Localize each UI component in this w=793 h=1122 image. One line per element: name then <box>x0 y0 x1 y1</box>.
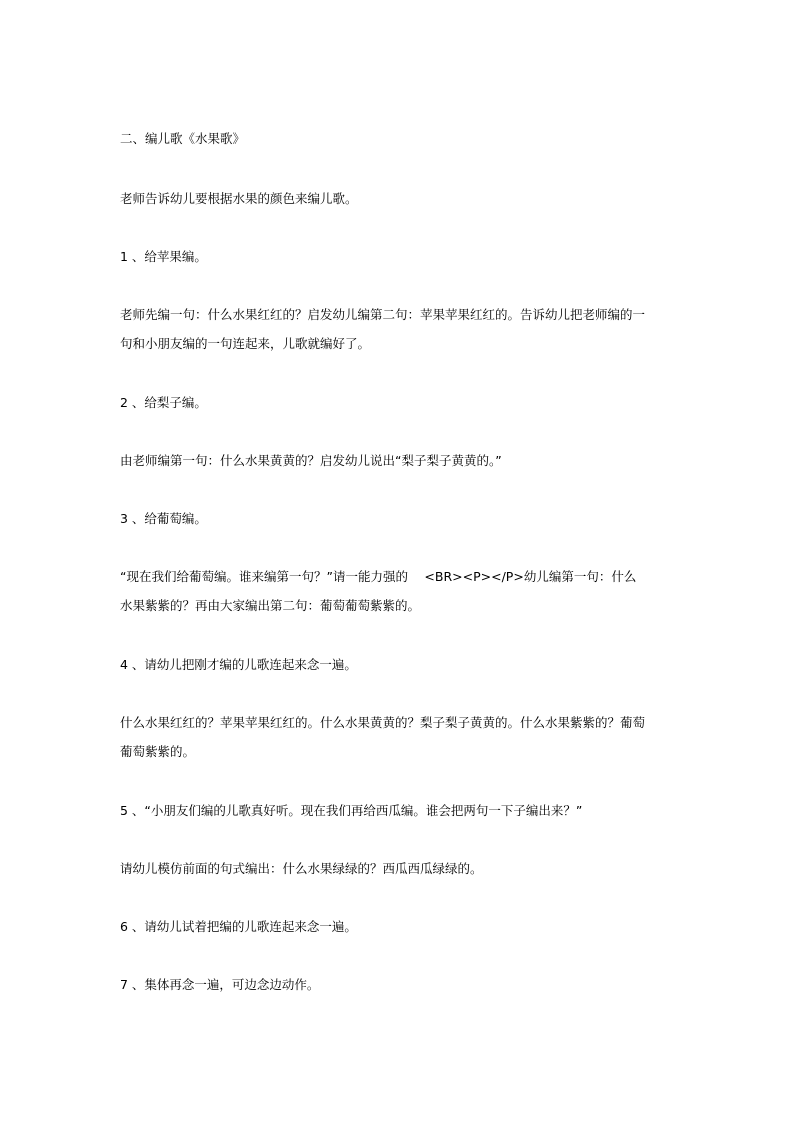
step-1-line-1: 老师先编一句：什么水果红红的？启发幼儿编第二句：苹果苹果红红的。告诉幼儿把老师编的一 <box>120 307 646 322</box>
step-4-line-2: 葡萄紫紫的。 <box>120 744 196 759</box>
step-6-title: 6 、请幼儿试着把编的儿歌连起来念一遍。 <box>120 919 357 934</box>
step-4-paragraph <box>120 708 680 766</box>
step-3-line-1: “现在我们给葡萄编。谁来编第一句？”请一能力强的 <BR><P></P>幼儿编第一句：什么 <box>120 569 637 584</box>
step-1-paragraph <box>120 300 680 358</box>
step-1-title: 1 、给苹果编。 <box>120 249 207 264</box>
step-3-line-2: 水果紫紫的？再由大家编出第二句：葡萄葡萄紫紫的。 <box>120 598 421 613</box>
step-7-title: 7 、集体再念一遍，可边念边动作。 <box>120 977 320 992</box>
step-1-line-2: 句和小朋友编的一句连起来，儿歌就编好了。 <box>120 336 371 351</box>
step-2-paragraph: 由老师编第一句：什么水果黄黄的？启发幼儿说出“梨子梨子黄黄的。” <box>120 453 502 468</box>
step-4-line-1: 什么水果红红的？苹果苹果红红的。什么水果黄黄的？梨子梨子黄黄的。什么水果紫紫的？葡萄 <box>120 715 646 730</box>
section-heading: 二、编儿歌《水果歌》 <box>120 131 246 146</box>
step-3-title: 3 、给葡萄编。 <box>120 511 207 526</box>
step-2-title: 2 、给梨子编。 <box>120 395 207 410</box>
step-5-title: 5 、“小朋友们编的儿歌真好听。现在我们再给西瓜编。谁会把两句一下子编出来？” <box>120 803 583 818</box>
step-3-paragraph <box>120 562 680 620</box>
step-4-title: 4 、请幼儿把刚才编的儿歌连起来念一遍。 <box>120 657 357 672</box>
step-5-paragraph: 请幼儿模仿前面的句式编出：什么水果绿绿的？西瓜西瓜绿绿的。 <box>120 861 483 876</box>
intro-paragraph: 老师告诉幼儿要根据水果的颜色来编儿歌。 <box>120 191 358 206</box>
